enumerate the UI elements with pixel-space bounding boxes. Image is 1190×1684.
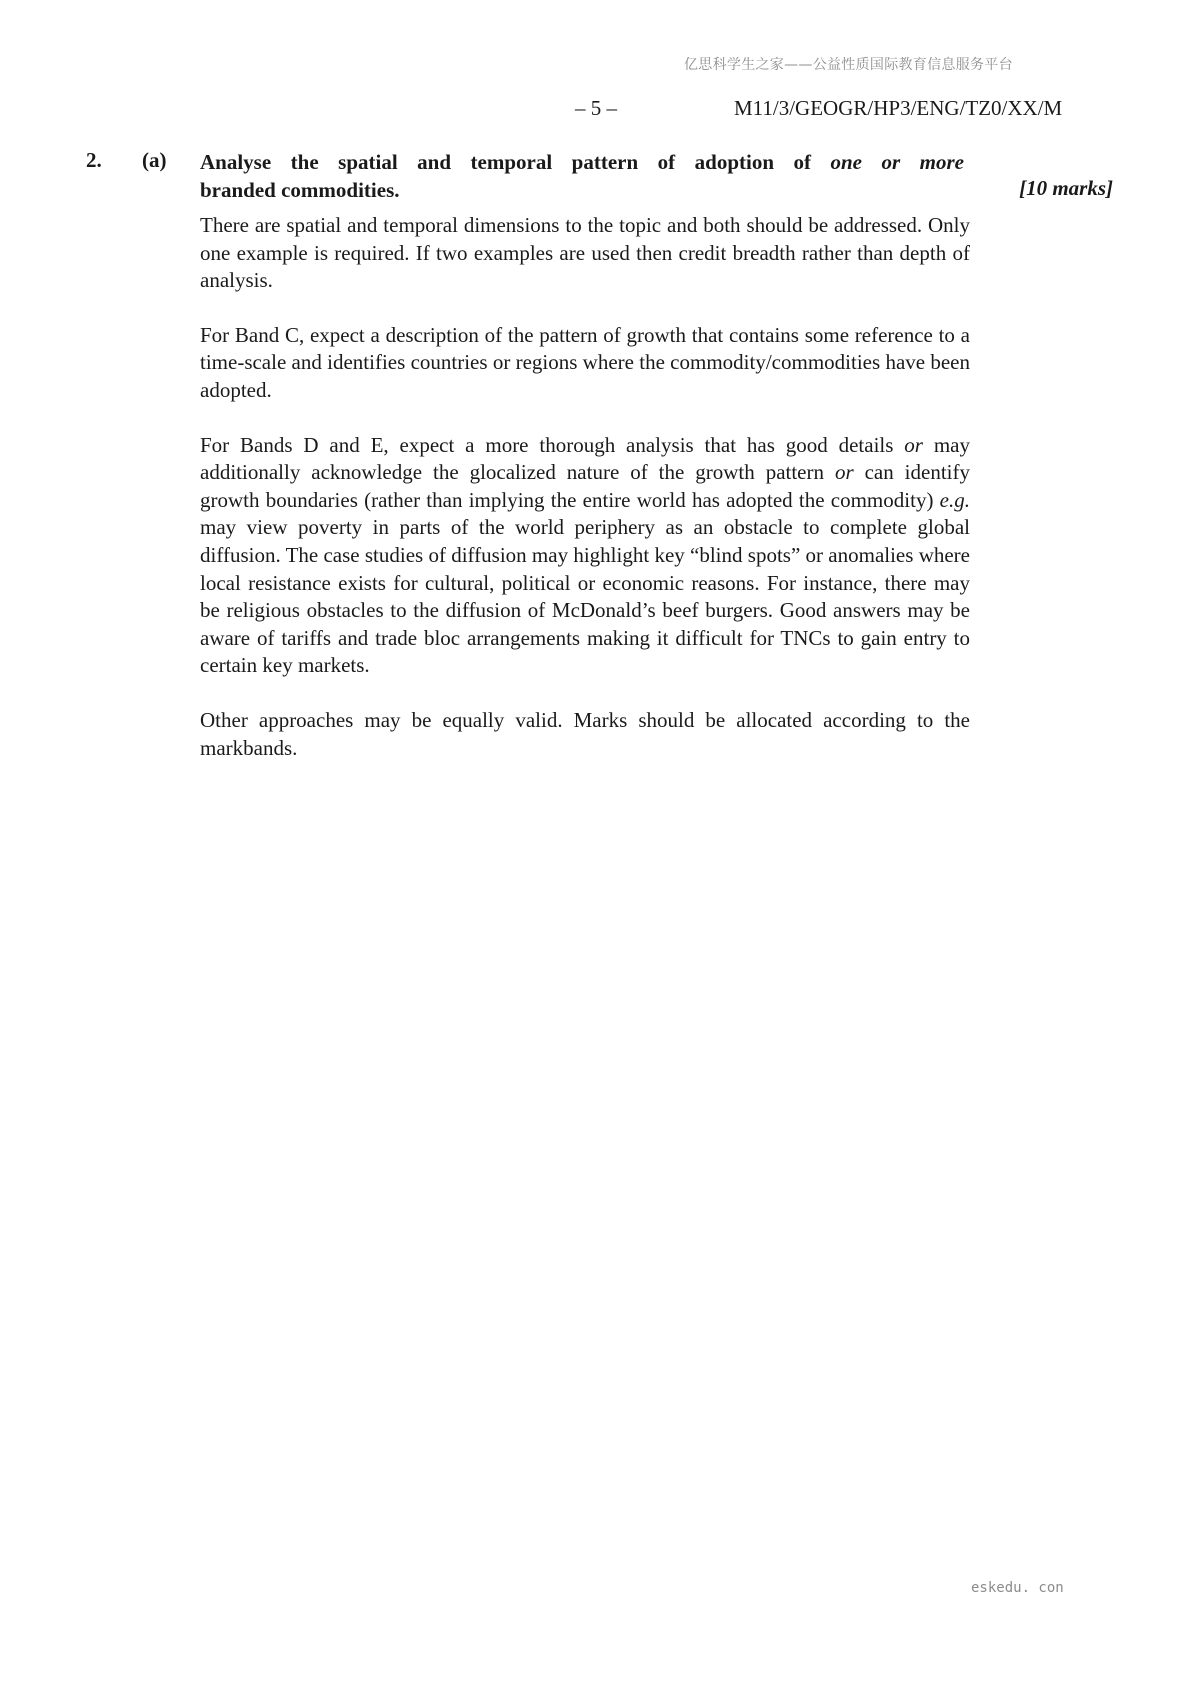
- question-heading-emphasis: one or more: [830, 150, 964, 174]
- paragraph-text: may additionally acknowledge the glocalized nature of the growth pattern: [200, 432, 970, 485]
- markscheme-body: [200, 212, 970, 789]
- page-number: – 5 –: [575, 96, 617, 120]
- paragraph-other-approaches: Other approaches may be equally valid. Marks should be allocated according to the markbands.: [200, 707, 970, 760]
- paragraph-emphasis: e.g.: [939, 487, 970, 512]
- paragraph-emphasis: or: [904, 432, 923, 457]
- bottom-watermark: eskedu. con: [971, 1580, 1064, 1596]
- question-marks: [10 marks]: [1019, 176, 1113, 200]
- question-heading-line2: branded commodities.: [200, 178, 400, 202]
- paragraph-bands-d-e: [200, 432, 970, 680]
- document-code: M11/3/GEOGR/HP3/ENG/TZ0/XX/M: [734, 96, 1063, 120]
- question-part: (a): [142, 148, 167, 172]
- paragraph-text: may view poverty in parts of the world periphery as an obstacle to complete global diffusion. The case studies of diffusion may highlight key “blind spots” or anomalies where local resistance exists for cultural, political or economic reasons. For instance, there may be religious obstacles to the diffusion of McDonald’s beef burgers. Good answers may be aware of tariffs and trade bloc arrangements making it difficult for TNCs to gain entry to certain key markets.: [200, 515, 970, 678]
- paragraph-emphasis: or: [834, 460, 854, 485]
- question-number: 2.: [86, 148, 102, 172]
- question-heading-line1: [200, 148, 964, 176]
- question-heading: [200, 148, 964, 204]
- paragraph-spatial-temporal: There are spatial and temporal dimensions to the topic and both should be addressed. Only one example is required. If two examples are used then credit breadth rather than depth of analysis.: [200, 213, 970, 293]
- paragraph-band-c: For Band C, expect a description of the pattern of growth that contains some reference to a time-scale and identifies countries or regions where the commodity/commodities have been adopted.: [200, 322, 970, 402]
- question-heading-text: Analyse the spatial and temporal pattern of adoption of: [200, 150, 831, 174]
- top-watermark: 亿思科学生之家——公益性质国际教育信息服务平台: [684, 57, 1013, 73]
- paragraph-text: For Bands D and E, expect a more thorough analysis that has good details: [200, 432, 905, 457]
- paragraph-text: can identify growth boundaries (rather than implying the entire world has adopted the commodity): [200, 460, 970, 512]
